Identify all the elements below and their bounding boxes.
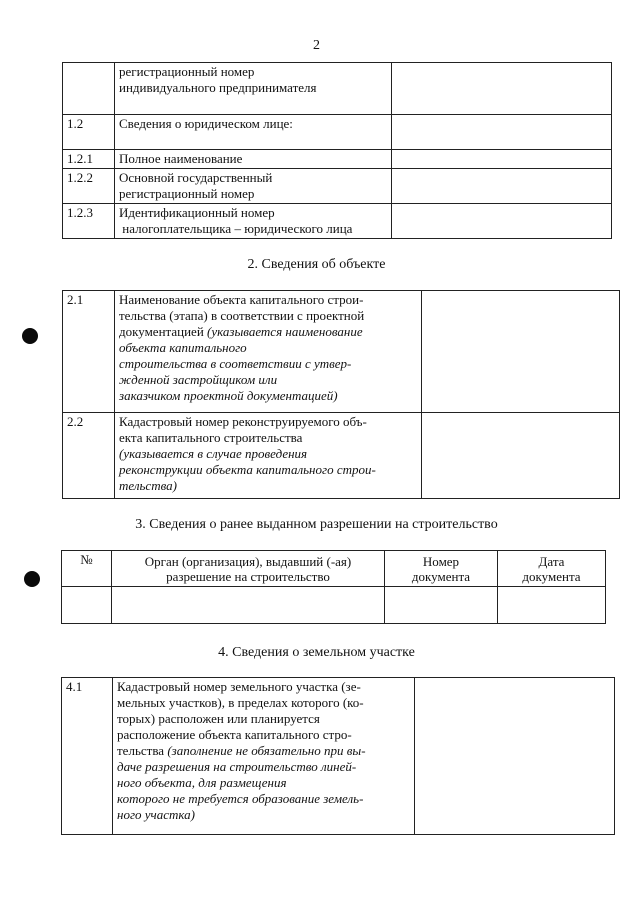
punch-hole-upper: [22, 328, 38, 344]
table-row: [63, 291, 620, 413]
table-row: [62, 587, 606, 624]
applicant-table: [62, 62, 612, 239]
value-cell[interactable]: [62, 587, 112, 624]
row-number: 2.2: [63, 413, 115, 499]
object-table: [62, 290, 620, 499]
row-label: регистрационный номер индивидуального предпринимателя: [115, 63, 392, 115]
table-row: [63, 169, 612, 204]
value-cell[interactable]: [392, 204, 612, 239]
table-row: [63, 204, 612, 239]
value-cell[interactable]: [112, 587, 385, 624]
section-title-object: 2. Сведения об объекте: [247, 257, 386, 272]
table-row: [63, 413, 620, 499]
value-cell[interactable]: [385, 587, 498, 624]
land-table: [61, 677, 615, 835]
row-number: 1.2.2: [63, 169, 115, 204]
row-label: Основной государственный регистрационный номер: [115, 169, 392, 204]
row-number: 1.2.3: [63, 204, 115, 239]
value-cell[interactable]: [498, 587, 606, 624]
table-row: [63, 115, 612, 150]
row-number: [63, 63, 115, 115]
table-row: [63, 150, 612, 169]
row-label: Кадастровый номер земельного участка (зе- мельных участков), в пределах которого (ко- торых) расположен или планируется расположение объекта капитального стро- тельства (заполнение не обязательно при вы- даче разрешения на строительство линей- ного объекта, для размещения которого не требуется образование земель- ного участка): [113, 678, 415, 835]
punch-hole-lower: [24, 571, 40, 587]
row-number: 1.2.1: [63, 150, 115, 169]
row-label: Полное наименование: [115, 150, 392, 169]
header-number: №: [62, 551, 112, 587]
row-number: 1.2: [63, 115, 115, 150]
row-label: Идентификационный номер налогоплательщика – юридического лица: [115, 204, 392, 239]
permit-table: [61, 550, 606, 624]
value-cell[interactable]: [392, 169, 612, 204]
row-label: Сведения о юридическом лице:: [115, 115, 392, 150]
table-header-row: [62, 551, 606, 587]
page-number: 2: [313, 38, 320, 53]
header-organ: Орган (организация), выдавший (-ая) разрешение на строительство: [112, 551, 385, 587]
row-number: 4.1: [62, 678, 113, 835]
value-cell[interactable]: [415, 678, 615, 835]
row-label: Наименование объекта капитального строи- тельства (этапа) в соответствии с проектной документацией (указывается наименование объекта капитального строительства в соответствии с утвер- жденной застройщиком или заказчиком проектной документацией): [115, 291, 422, 413]
value-cell[interactable]: [392, 115, 612, 150]
value-cell[interactable]: [392, 63, 612, 115]
table-row: [62, 678, 615, 835]
header-doc-date: Дата документа: [498, 551, 606, 587]
header-doc-number: Номер документа: [385, 551, 498, 587]
value-cell[interactable]: [422, 413, 620, 499]
table-row: [63, 63, 612, 115]
row-number: 2.1: [63, 291, 115, 413]
value-cell[interactable]: [422, 291, 620, 413]
section-title-permit: 3. Сведения о ранее выданном разрешении на строительство: [135, 517, 498, 532]
row-label: Кадастровый номер реконструируемого объ- екта капитального строительства (указывается в случае проведения реконструкции объекта капитального строи- тельства): [115, 413, 422, 499]
value-cell[interactable]: [392, 150, 612, 169]
section-title-land: 4. Сведения о земельном участке: [218, 645, 415, 660]
